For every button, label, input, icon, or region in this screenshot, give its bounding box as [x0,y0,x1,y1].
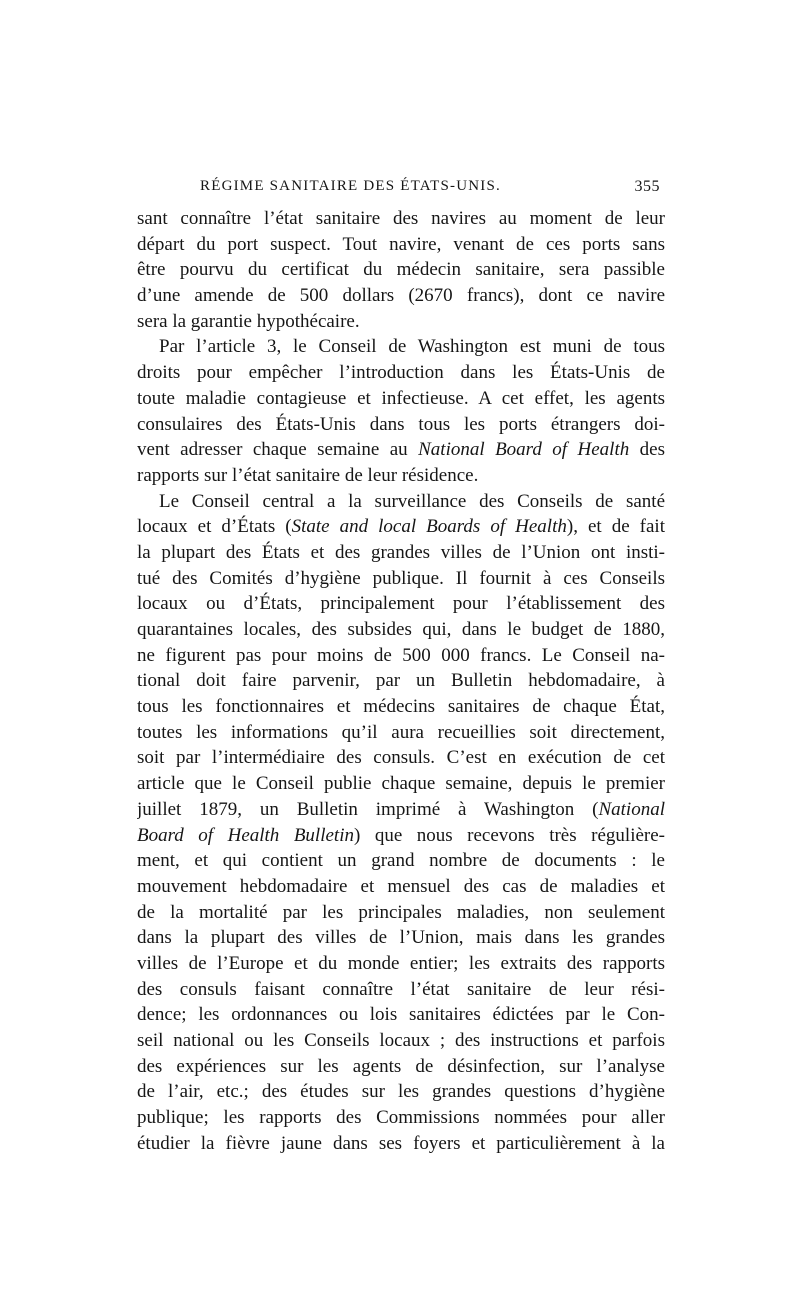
text-line: rapports sur l’état sanitaire de leur résidence. [137,464,479,486]
text-line: toutes les informations qu’il aura recueillies soit directement, [137,721,665,743]
text-line: Le Conseil central a la surveillance des Conseils de santé [159,490,665,512]
text-line: des expériences sur les agents de désinfection, sur l’analyse [137,1055,665,1077]
text-segment: ), et de fait [566,516,665,538]
text-line: article que le Conseil publie chaque semaine, depuis le premier [137,773,665,795]
text-line: ment, et qui contient un grand nombre de documents : le [137,850,665,872]
text-line [137,823,665,849]
italic-title: Board of Health Bulletin [137,824,354,846]
text-line: des consuls faisant connaître l’état sanitaire de leur rési- [137,978,665,1000]
text-line: consulaires des États-Unis dans tous les ports étrangers doi- [137,413,665,435]
text-line [137,514,665,540]
text-line: Par l’article 3, le Conseil de Washington est muni de tous [159,336,665,358]
page-number: 355 [634,178,660,195]
text-line: de l’air, etc.; des études sur les grandes questions d’hygiène [137,1081,665,1103]
text-line: villes de l’Europe et du monde entier; les extraits des rapports [137,952,665,974]
italic-title: State and local Boards of Health [291,516,567,538]
text-line: locaux ou d’États, principalement pour l’établissement des [137,593,665,615]
text-segment: des [629,439,665,461]
running-head [140,178,660,202]
text-line: tous les fonctionnaires et médecins sanitaires de chaque État, [137,696,665,718]
text-line: ne figurent pas pour moins de 500 000 francs. Le Conseil na- [137,644,665,666]
italic-title: National Board of Health [418,439,630,461]
text-line: dans la plupart des villes de l’Union, mais dans les grandes [137,927,665,949]
text-line: départ du port suspect. Tout navire, venant de ces ports sans [137,233,665,255]
text-line: soit par l’intermédiaire des consuls. C’est en exécution de cet [137,747,665,769]
text-line: de la mortalité par les principales maladies, non seulement [137,901,665,923]
text-line: mouvement hebdomadaire et mensuel des cas de maladies et [137,875,665,897]
text-segment: ) que nous recevons très régulière- [353,824,665,846]
text-line: seil national ou les Conseils locaux ; des instructions et parfois [137,1030,665,1051]
text-line: tué des Comités d’hygiène publique. Il fournit à ces Conseils [137,567,665,589]
text-line: la plupart des États et des grandes villes de l’Union ont insti- [137,541,665,563]
text-line: toute maladie contagieuse et infectieuse. A cet effet, les agents [137,387,665,409]
text-segment: locaux et d’États ( [137,516,292,538]
body-text [137,206,665,1156]
text-segment: vent adresser chaque semaine au [137,439,419,461]
text-line: être pourvu du certificat du médecin sanitaire, sera passible [137,259,665,281]
text-line: dence; les ordonnances ou lois sanitaires édictées par le Con- [137,1004,665,1026]
text-line [137,797,665,823]
text-line: étudier la fièvre jaune dans ses foyers et particulièrement à la [137,1132,665,1154]
text-line [137,437,665,463]
text-line: sera la garantie hypothécaire. [137,310,360,332]
text-line: d’une amende de 500 dollars (2670 francs), dont ce navire [137,285,665,307]
italic-title: National [598,798,665,820]
text-line: publique; les rapports des Commissions nommées pour aller [137,1107,665,1129]
text-line: droits pour empêcher l’introduction dans les États-Unis de [137,362,665,384]
text-line: quarantaines locales, des subsides qui, dans le budget de 1880, [137,619,665,640]
text-segment: juillet 1879, un Bulletin imprimé à Washington ( [137,798,599,820]
text-line: sant connaître l’état sanitaire des navires au moment de leur [137,208,665,229]
running-title: RÉGIME SANITAIRE DES ÉTATS-UNIS. [200,178,501,194]
text-line: tional doit faire parvenir, par un Bulletin hebdomadaire, à [137,670,665,692]
